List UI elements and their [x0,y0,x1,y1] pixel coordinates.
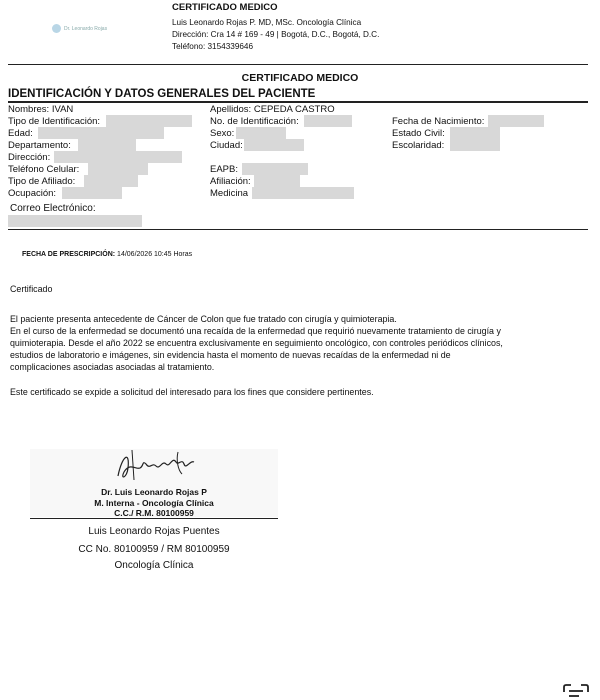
redacted-value [242,163,308,175]
stamp-specialty: M. Interna - Oncología Clínica [94,498,214,508]
handwritten-signature [112,446,202,486]
redacted-value [236,127,286,139]
redacted-value [254,175,300,187]
field-ocupacion: Ocupación: [8,188,57,199]
stamp-name: Dr. Luis Leonardo Rojas P [101,487,207,497]
redacted-value [450,127,500,139]
field-direccion: Dirección: [8,152,51,163]
field-nombres: Nombres: IVAN [8,104,74,115]
section-underline [8,101,588,103]
redacted-value [54,151,182,163]
header-address: Dirección: Cra 14 # 169 - 49 | Bogotá, D.C., Bogotá, D.C. [172,30,380,39]
field-sexo: Sexo: [210,128,235,139]
logo-icon [52,24,61,33]
redacted-value [244,139,304,151]
field-apellidos: Apellidos: CEPEDA CASTRO [210,104,335,115]
header-doctor: Luis Leonardo Rojas P. MD, MSc. Oncología Clínica [172,18,362,27]
redacted-value [106,115,192,127]
signer-name: Luis Leonardo Rojas Puentes [88,526,220,537]
signer-specialty: Oncología Clínica [114,560,194,571]
redacted-value [450,139,500,151]
redacted-value [252,187,354,199]
body-closing: Este certificado se expide a solicitud del interesado para los fines que considere pertinentes. [10,387,374,397]
patient-divider [8,229,588,230]
header-title: CERTIFICADO MEDICO [172,2,278,13]
field-estado-civil: Estado Civil: [392,128,445,139]
field-tipo-afiliado: Tipo de Afiliado: [8,176,76,187]
field-medicina: Medicina [210,188,249,199]
field-fecha-nacimiento: Fecha de Nacimiento: [392,116,485,127]
certificate-title: CERTIFICADO MEDICO [241,72,359,84]
field-tipo-identificacion: Tipo de Identificación: [8,116,101,127]
header-divider [8,64,588,65]
redacted-value [38,127,164,139]
field-telefono-celular: Teléfono Celular: [8,164,80,175]
redacted-value [84,175,138,187]
prescription-value: 14/06/2026 10:45 Horas [117,251,193,258]
redacted-value [8,215,142,227]
field-ciudad: Ciudad: [210,140,243,151]
header-phone: Teléfono: 3154339646 [172,42,254,51]
body-line: quimioterapia. Desde el año 2022 se encuentra exclusivamente en seguimiento oncológico, con controles periódicos clínicos, [10,338,503,348]
field-afiliacion: Afiliación: [210,176,251,187]
field-departamento: Departamento: [8,140,71,151]
field-correo: Correo Electrónico: [10,203,96,214]
body-heading: Certificado [10,284,53,294]
field-escolaridad: Escolaridad: [392,140,445,151]
redacted-value [304,115,352,127]
body-line: estudios de laboratorio e imágenes, sin evidencia hasta el momento de nuevas recaídas de la enfermedad ni de [10,350,451,360]
stamp-registration: C.C./ R.M. 80100959 [114,508,194,518]
clinic-logo [52,24,107,33]
field-no-identificacion: No. de Identificación: [210,116,299,127]
logo-text: Dr. Leonardo Rojas [64,25,108,32]
redacted-value [62,187,122,199]
field-edad: Edad: [8,128,33,139]
body-line: En el curso de la enfermedad se documentó una recaída de la enfermedad que requirió nuevamente tratamiento de cirugía y [10,326,501,336]
scan-text-icon[interactable] [562,684,590,700]
body-line: complicaciones asociadas asociadas al tratamiento. [10,362,215,372]
field-eapb: EAPB: [210,164,238,175]
body-line: El paciente presenta antecedente de Cáncer de Colon que fue tratado con cirugía y quimioterapia. [10,314,397,324]
signer-ids: CC No. 80100959 / RM 80100959 [78,544,230,555]
prescription-date [22,251,192,258]
signature-line [30,518,278,519]
prescription-label: FECHA DE PRESCRIPCIÓN: [22,251,116,258]
patient-section-title: IDENTIFICACIÓN Y DATOS GENERALES DEL PACIENTE [8,88,316,100]
redacted-value [88,163,148,175]
redacted-value [78,139,136,151]
redacted-value [488,115,544,127]
